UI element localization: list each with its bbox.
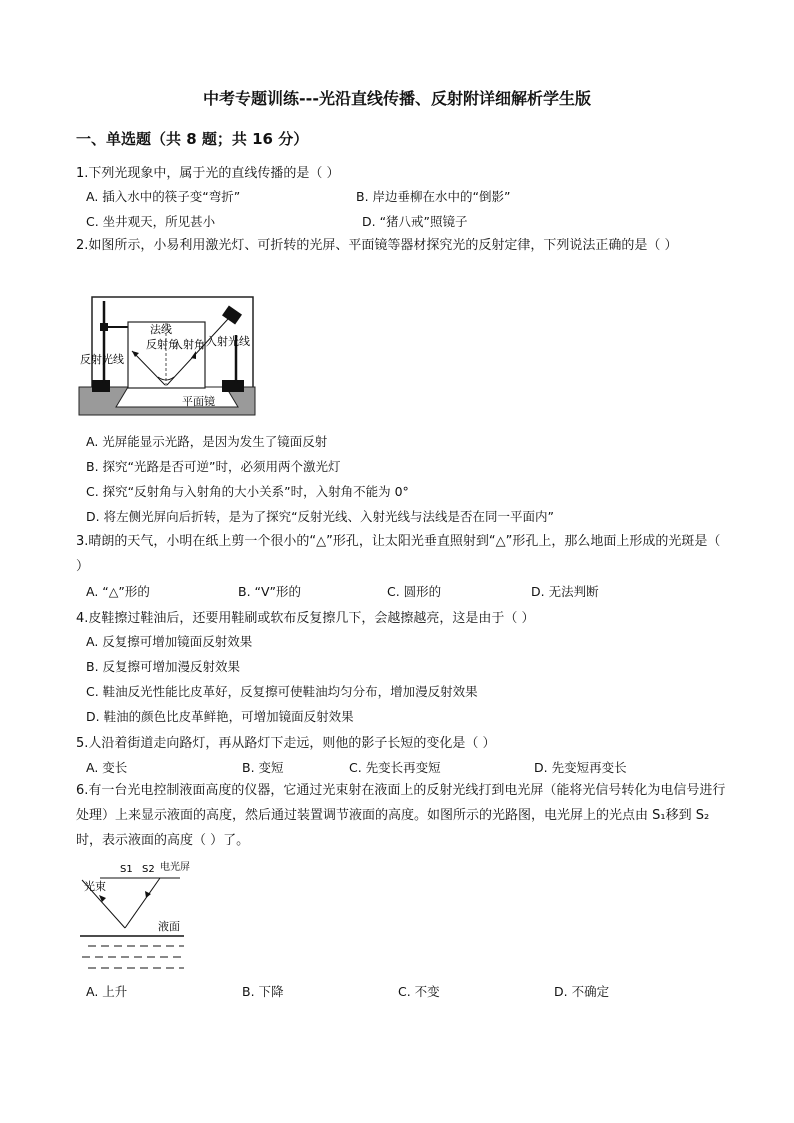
question-5-option-a: A. 变长 (86, 760, 128, 775)
question-1-option-b: B. 岸边垂柳在水中的“倒影” (356, 189, 511, 204)
section-heading: 一、单选题（共 8 题；共 16 分） (76, 130, 309, 148)
question-4-option-b: B. 反复擦可增加漫反射效果 (86, 659, 241, 674)
question-1-option-c: C. 坐井观天，所见甚小 (86, 214, 216, 229)
question-5-option-d: D. 先变短再变长 (534, 760, 627, 775)
label-mirror: 平面镜 (182, 395, 215, 408)
label-normal-left: 法线 (150, 323, 172, 336)
question-6-option-a: A. 上升 (86, 984, 128, 999)
left-stand (92, 380, 110, 392)
question-2-option-c: C. 探究“反射角与入射角的大小关系”时，入射角不能为 0° (86, 484, 409, 499)
document-title: 中考专题训练---光沿直线传播、反射附详细解析学生版 (203, 89, 591, 108)
question-4-option-d: D. 鞋油的颜色比皮革鲜艳，可增加镜面反射效果 (86, 709, 354, 724)
question-3-option-d: D. 无法判断 (531, 584, 599, 599)
question-4-option-a: A. 反复擦可增加镜面反射效果 (86, 634, 253, 649)
question-5-stem: 5.人沿着街道走向路灯，再从路灯下走远，则他的影子长短的变化是（ ） (76, 736, 496, 751)
question-6-stem: 6.有一台光电控制液面高度的仪器，它通过光束射在液面上的反射光线打到电光屏（能将光信号转化为电信号进行处理）上来显示液面的高度，然后通过装置调节液面的高度。如图所示的光路图，电光屏上的光点由 S₁移到 S₂时，表示液面的高度（ ）了。 (76, 783, 726, 848)
reflected-beam (125, 878, 160, 928)
label-s2: S2 (142, 864, 155, 875)
question-1-option-a: A. 插入水中的筷子变“弯折” (86, 189, 241, 204)
question-2-option-b: B. 探究“光路是否可逆”时，必须用两个激光灯 (86, 459, 341, 474)
liquid-level-figure (78, 860, 208, 978)
question-2-stem: 2.如图所示，小易利用激光灯、可折转的光屏、平面镜等器材探究光的反射定律，下列说法正确的是（ ） (76, 238, 678, 253)
mirror-plate (116, 387, 238, 407)
rod-clamp (100, 323, 108, 331)
question-5-option-b: B. 变短 (242, 760, 284, 775)
question-3-stem: 3.晴朗的天气，小明在纸上剪一个很小的“△”形孔，让太阳光垂直照射到“△”形孔上，那么地面上形成的光斑是（ ） (76, 534, 721, 574)
question-5-option-c: C. 先变长再变短 (349, 760, 441, 775)
label-beam: 光束 (84, 880, 106, 893)
label-incident-angle: 入射角 (172, 338, 205, 351)
question-6-option-d: D. 不确定 (554, 984, 610, 999)
question-6-option-c: C. 不变 (398, 984, 440, 999)
question-3-option-b: B. “V”形的 (238, 584, 302, 599)
label-liquid: 液面 (158, 920, 180, 933)
question-2-option-d: D. 将左侧光屏向后折转，是为了探究“反射光线、入射光线与法线是否在同一平面内” (86, 509, 555, 524)
question-3-option-c: C. 圆形的 (387, 584, 442, 599)
label-screen: 电光屏 (160, 862, 190, 873)
right-stand (222, 380, 244, 392)
label-incident-ray: 入射光线 (206, 335, 250, 348)
question-2-option-a: A. 光屏能显示光路，是因为发生了镜面反射 (86, 434, 328, 449)
label-reflected-ray: 反射光线 (80, 353, 124, 366)
question-6-option-b: B. 下降 (242, 984, 284, 999)
question-4-stem: 4.皮鞋擦过鞋油后，还要用鞋刷或软布反复擦几下，会越擦越亮，这是由于（ ） (76, 611, 535, 626)
label-s1: S1 (120, 864, 133, 875)
incident-beam-arrow (99, 895, 106, 902)
question-4-option-c: C. 鞋油反光性能比皮革好，反复擦可使鞋油均匀分布，增加漫反射效果 (86, 684, 478, 699)
label-reflect-angle: 反射角 (146, 338, 179, 351)
question-1-option-d: D. “猪八戒”照镜子 (362, 214, 468, 229)
question-3-option-a: A. “△”形的 (86, 584, 150, 599)
reflection-experiment-figure (78, 295, 256, 417)
question-1-stem: 1.下列光现象中，属于光的直线传播的是（ ） (76, 166, 340, 181)
